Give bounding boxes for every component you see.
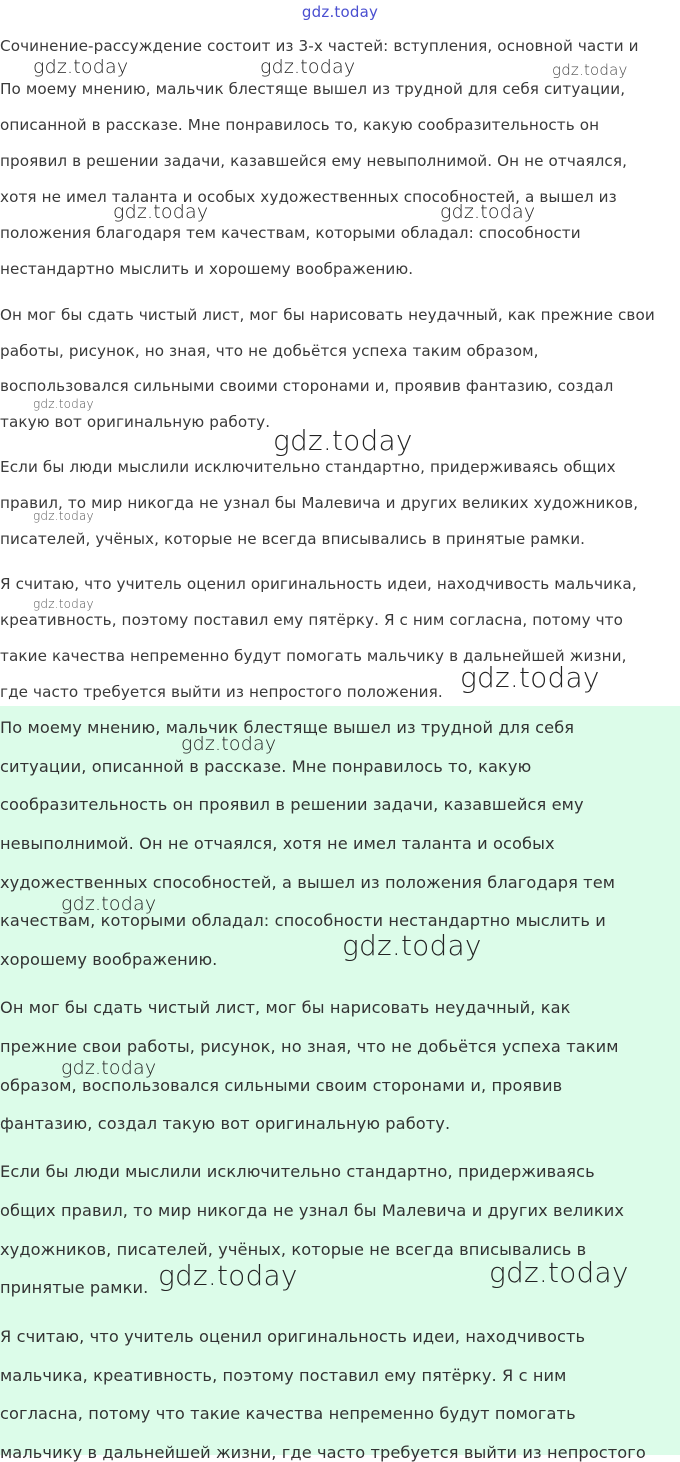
watermark: gdz.today [33, 56, 129, 78]
watermark: gdz.today [489, 1256, 629, 1289]
text-line: воспользовался сильными своими сторонами и, проявив фантазию, создал [0, 377, 614, 395]
text-line: принятые рамки. [0, 1278, 149, 1297]
text-line: образом, воспользовался сильными своим сторонами и, проявив [0, 1076, 563, 1095]
text-line: писателей, учёных, которые не всегда вписывались в принятые рамки. [0, 530, 586, 548]
text-line: Если бы люди мыслили исключительно стандартно, придерживаясь [0, 1162, 595, 1181]
watermark: gdz.today [440, 201, 536, 223]
text-line: правил, то мир никогда не узнал бы Малевича и других великих художников, [0, 494, 639, 512]
watermark-top: gdz.today [301, 3, 379, 21]
text-line: ситуации, описанной в рассказе. Мне понравилось то, какую [0, 757, 532, 776]
text-line: художников, писателей, учёных, которые не всегда вписывались в [0, 1240, 587, 1259]
watermark: gdz.today [273, 424, 413, 457]
text-line: сообразительность он проявил в решении задачи, казавшейся ему [0, 795, 584, 814]
text-line: фантазию, создал такую вот оригинальную работу. [0, 1114, 451, 1133]
text-line: Я считаю, что учитель оценил оригинальность идеи, находчивость [0, 1327, 586, 1346]
watermark: gdz.today [113, 201, 209, 223]
text-line: такую вот оригинальную работу. [0, 413, 271, 431]
text-line: нестандартно мыслить и хорошему воображению. [0, 260, 414, 278]
text-line: художественных способностей, а вышел из положения благодаря тем [0, 873, 616, 892]
text-line: креативность, поэтому поставил ему пятёрку. Я с ним согласна, потому что [0, 611, 624, 629]
watermark: gdz.today [260, 56, 356, 78]
text-line: работы, рисунок, но зная, что не добьётся успеха таким образом, [0, 342, 539, 360]
text-line: Если бы люди мыслили исключительно стандартно, придерживаясь общих [0, 458, 616, 476]
text-line: общих правил, то мир никогда не узнал бы Малевича и других великих [0, 1201, 625, 1220]
answer-section-highlighted [0, 706, 680, 1462]
text-line: По моему мнению, мальчик блестяще вышел из трудной для себя [0, 718, 575, 737]
text-line: положения благодаря тем качествам, которыми обладал: способности [0, 224, 581, 242]
text-line: описанной в рассказе. Мне понравилось то, какую сообразительность он [0, 116, 600, 134]
text-line: проявил в решении задачи, казавшейся ему невыполнимой. Он не отчаялся, [0, 152, 628, 170]
watermark: gdz.today [33, 397, 94, 411]
text-line: По моему мнению, мальчик блестяще вышел из трудной для себя ситуации, [0, 80, 626, 98]
text-line: Он мог бы сдать чистый лист, мог бы нарисовать неудачный, как прежние свои [0, 306, 655, 324]
text-line: мальчику в дальнейшей жизни, где часто требуется выйти из непростого [0, 1443, 646, 1462]
text-line: прежние свои работы, рисунок, но зная, что не добьётся успеха таким [0, 1037, 619, 1056]
answer-section-plain [0, 0, 680, 706]
watermark: gdz.today [61, 893, 157, 915]
text-line: качествам, которыми обладал: способности нестандартно мыслить и [0, 911, 606, 930]
watermark: gdz.today [158, 1259, 298, 1292]
text-line: Я считаю, что учитель оценил оригинальность идеи, находчивость мальчика, [0, 575, 637, 593]
text-line: хорошему воображению. [0, 950, 218, 969]
text-line: невыполнимой. Он не отчаялся, хотя не имел таланта и особых [0, 834, 555, 853]
watermark: gdz.today [33, 509, 94, 523]
intro-line: Сочинение-рассуждение состоит из 3-х частей: вступления, основной части и [0, 37, 639, 55]
watermark: gdz.today [552, 61, 628, 79]
text-line: такие качества непременно будут помогать мальчику в дальнейшей жизни, [0, 647, 627, 665]
watermark: gdz.today [33, 597, 94, 611]
text-line: где часто требуется выйти из непростого положения. [0, 683, 443, 701]
watermark: gdz.today [181, 733, 277, 755]
watermark: gdz.today [61, 1057, 157, 1079]
text-line: мальчика, креативность, поэтому поставил ему пятёрку. Я с ним [0, 1366, 567, 1385]
text-line: Он мог бы сдать чистый лист, мог бы нарисовать неудачный, как [0, 998, 571, 1017]
text-line: хотя не имел таланта и особых художественных способностей, а вышел из [0, 188, 617, 206]
watermark: gdz.today [342, 929, 482, 962]
text-line: согласна, потому что такие качества непременно будут помогать [0, 1404, 576, 1423]
watermark: gdz.today [460, 661, 600, 694]
